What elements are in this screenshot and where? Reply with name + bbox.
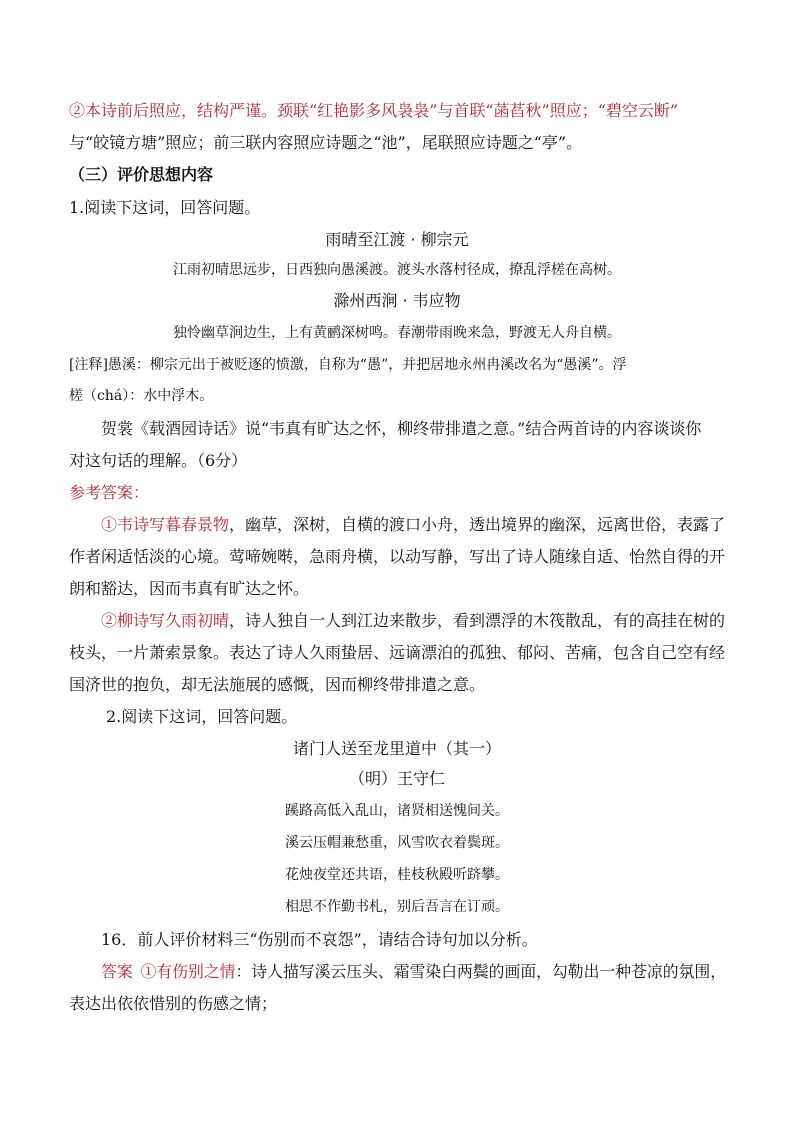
note-line-2: 槎（chá）：水中浮木。 [69,388,214,404]
q1-prompt: 1.阅读下这词，回答问题。 [69,198,261,217]
q2-answer-line-2: 表达出依依惜别的伤感之情； [69,994,278,1013]
answer1-rest: ，幽草，深树，自横的渡口小舟，透出境界的幽深，远离世俗，表露了 [229,515,726,534]
answer1-line-2: 作者闲适恬淡的心境。莺啼婉啭，急雨舟横，以动写静，写出了诗人随缘自适、怡然自得的开 [69,547,726,566]
note-line-1: [注释]愚溪：柳宗元出于被贬逐的愤激，自称为“愚”，并把居地永州冉溪改名为“愚溪”。浮 [69,357,627,373]
poem2-title: 滁州西涧 · 韦应物 [333,291,461,310]
answer2-lead: ②柳诗写久雨初晴 [101,611,230,630]
q2-question: 16．前人评价材料三“伤别而不哀怨”，请结合诗句加以分析。 [101,930,538,949]
poem3-line-2: 溪云压帽兼愁重，风雪吹衣着鬓斑。 [285,835,509,851]
intro-line-1: ②本诗前后照应，结构严谨。颈联“红艳影多风袅袅”与首联“菡萏秋”照应；“碧空云断” [69,101,679,120]
q2-answer-rest: ：诗人描写溪云压头、霜雪染白两鬓的画面，勾勒出一种苍凉的氛围， [235,962,727,981]
poem3-line-3: 花烛夜堂还共语，桂枝秋殿听跻攀。 [285,867,509,883]
answer2-line-3: 国济世的抱负，却无法施展的感慨，因而柳终带排遣之意。 [69,675,486,694]
answer1-line-1 [101,514,725,536]
answer2-line-2: 枝头，一片萧索景象。表达了诗人久雨蛰居、远谪漂泊的孤独、郁闷、苦痛，包含自己空有经 [69,643,726,662]
q1-question-line-1: 贺裳《载酒园诗话》说“韦真有旷达之怀，柳终带排遣之意。”结合两首诗的内容谈谈你 [101,419,702,438]
q2-prompt: 2.阅读下这词，回答问题。 [106,707,298,726]
q2-answer-line-1 [101,961,726,983]
q2-answer-lead: ①有伤别之情 [140,962,236,981]
intro-line-2: 与“皎镜方塘”照应；前三联内容照应诗题之“池”，尾联照应诗题之“亭”。 [69,133,583,152]
poem1-title: 雨晴至江渡 · 柳宗元 [325,230,469,249]
section-heading: （三）评价思想内容 [69,165,214,184]
poem3-author: （明）王守仁 [348,769,445,788]
answer1-line-3: 朗和豁达，因而韦真有旷达之怀。 [69,579,310,598]
answer2-line-1 [101,610,725,632]
poem1-text: 江雨初晴思远步，日西独向愚溪渡。渡头水落村径成，撩乱浮槎在高树。 [173,262,621,278]
answer1-lead: ①韦诗写暮春景物 [101,515,230,534]
poem3-line-4: 相思不作勤书札，别后吾言在订顽。 [285,899,509,915]
poem3-title: 诸门人送至龙里道中（其一） [292,739,501,758]
q2-answer-label: 答案 [101,962,133,981]
answer-label: 参考答案： [69,483,150,502]
answer2-rest: ，诗人独自一人到江边来散步，看到漂浮的木筏散乱，有的高挂在树的 [229,611,726,630]
poem2-text: 独怜幽草涧边生，上有黄鹂深树鸣。春潮带雨晚来急，野渡无人舟自横。 [173,325,621,341]
poem3-line-1: 蹊路高低入乱山，诸贤相送愧间关。 [285,803,509,819]
q1-question-line-2: 对这句话的理解。（6分） [69,451,248,470]
